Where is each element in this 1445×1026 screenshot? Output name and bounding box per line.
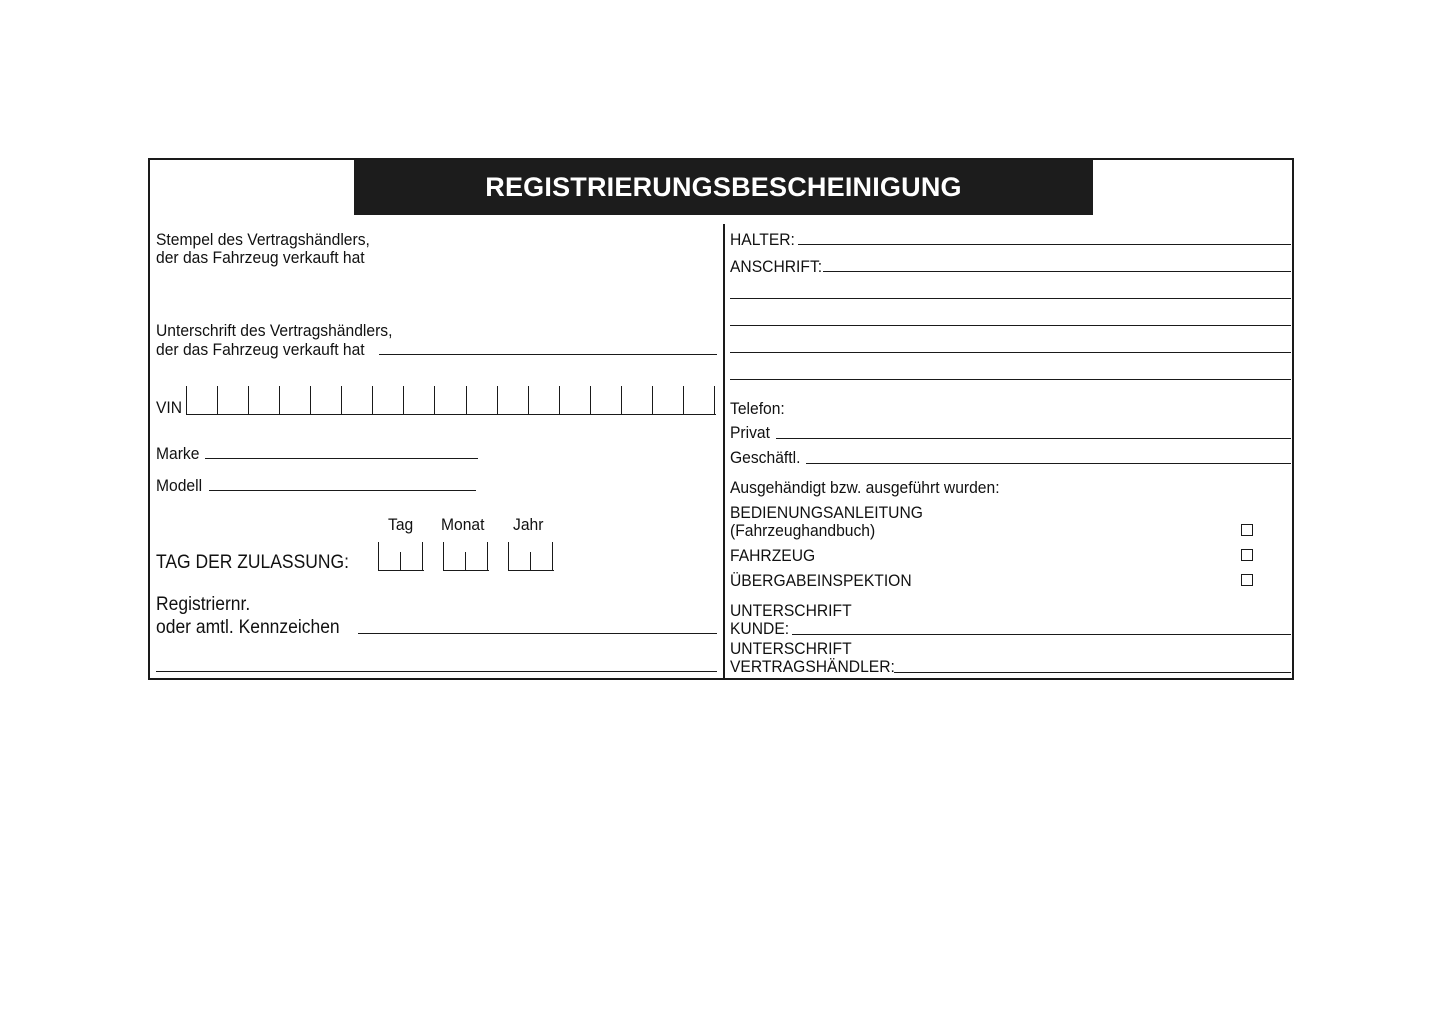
address-line-3[interactable] bbox=[730, 325, 1291, 326]
handover-inspection-label: ÜBERGABEINSPEKTION bbox=[730, 571, 912, 590]
vehicle-label: FAHRZEUG bbox=[730, 546, 816, 565]
vin-box-divider bbox=[497, 386, 498, 414]
customer-signature-label-line1: UNTERSCHRIFT bbox=[730, 601, 852, 620]
dealer-stamp-label-line2: der das Fahrzeug verkauft hat bbox=[156, 248, 365, 267]
model-label: Modell bbox=[156, 476, 203, 495]
address-label: ANSCHRIFT: bbox=[730, 257, 823, 276]
make-label: Marke bbox=[156, 444, 200, 463]
registration-number-label-line1: Registriernr. bbox=[156, 594, 251, 615]
customer-signature-field[interactable] bbox=[792, 634, 1291, 635]
owners-manual-label: BEDIENUNGSANLEITUNG bbox=[730, 503, 923, 522]
dealer-signature-label-line1: Unterschrift des Vertragshändlers, bbox=[156, 321, 393, 340]
dealer-stamp-label-line1: Stempel des Vertragshändlers, bbox=[156, 230, 370, 249]
dealer-signature-field[interactable] bbox=[379, 354, 717, 355]
vin-box-divider bbox=[683, 386, 684, 414]
private-phone-field[interactable] bbox=[776, 438, 1291, 439]
year-input-boxes[interactable] bbox=[508, 542, 554, 571]
registration-number-label-line2: oder amtl. Kennzeichen bbox=[156, 617, 340, 638]
vin-box-divider bbox=[372, 386, 373, 414]
phone-label: Telefon: bbox=[730, 399, 785, 418]
model-field[interactable] bbox=[209, 490, 476, 491]
vin-box-divider bbox=[528, 386, 529, 414]
year-header: Jahr bbox=[513, 515, 544, 534]
registration-number-field[interactable] bbox=[358, 633, 717, 634]
owner-field[interactable] bbox=[798, 244, 1291, 245]
vin-box-divider bbox=[434, 386, 435, 414]
vin-input-boxes[interactable] bbox=[186, 386, 716, 415]
vin-box-divider bbox=[186, 386, 187, 414]
registration-date-label: TAG DER ZULASSUNG: bbox=[156, 552, 349, 573]
form-title: REGISTRIERUNGSBESCHEINIGUNG bbox=[354, 160, 1093, 215]
handed-over-label: Ausgehändigt bzw. ausgeführt wurden: bbox=[730, 478, 1000, 497]
vin-box-divider bbox=[248, 386, 249, 414]
address-line-5[interactable] bbox=[730, 379, 1291, 380]
month-header: Monat bbox=[441, 515, 485, 534]
handover-inspection-checkbox[interactable] bbox=[1241, 574, 1253, 586]
customer-signature-label-line2: KUNDE: bbox=[730, 619, 790, 638]
vin-box-divider bbox=[559, 386, 560, 414]
dealer-signature-right-label-line2: VERTRAGSHÄNDLER: bbox=[730, 657, 895, 676]
dealer-signature-right-label-line1: UNTERSCHRIFT bbox=[730, 639, 852, 658]
registration-certificate-form bbox=[148, 158, 1294, 680]
address-line-4[interactable] bbox=[730, 352, 1291, 353]
vin-box-divider bbox=[279, 386, 280, 414]
business-phone-label: Geschäftl. bbox=[730, 448, 801, 467]
owners-manual-checkbox[interactable] bbox=[1241, 524, 1253, 536]
vin-box-divider bbox=[714, 386, 715, 414]
address-field[interactable] bbox=[823, 271, 1291, 272]
vin-box-divider bbox=[466, 386, 467, 414]
vin-box-divider bbox=[403, 386, 404, 414]
registration-number-extra-line[interactable] bbox=[156, 671, 717, 672]
vin-box-divider bbox=[310, 386, 311, 414]
vehicle-checkbox[interactable] bbox=[1241, 549, 1253, 561]
column-divider bbox=[723, 224, 725, 680]
vin-box-divider bbox=[217, 386, 218, 414]
dealer-signature-right-field[interactable] bbox=[894, 672, 1291, 673]
owners-manual-sublabel: (Fahrzeughandbuch) bbox=[730, 521, 876, 540]
private-phone-label: Privat bbox=[730, 423, 770, 442]
vin-box-divider bbox=[621, 386, 622, 414]
owner-label: HALTER: bbox=[730, 230, 795, 249]
business-phone-field[interactable] bbox=[806, 463, 1291, 464]
vin-box-divider bbox=[652, 386, 653, 414]
vin-box-divider bbox=[590, 386, 591, 414]
day-input-boxes[interactable] bbox=[378, 542, 424, 571]
make-field[interactable] bbox=[205, 458, 478, 459]
dealer-signature-label-line2: der das Fahrzeug verkauft hat bbox=[156, 340, 365, 359]
address-line-2[interactable] bbox=[730, 298, 1291, 299]
vin-box-divider bbox=[341, 386, 342, 414]
month-input-boxes[interactable] bbox=[443, 542, 489, 571]
day-header: Tag bbox=[388, 515, 414, 534]
vin-label: VIN bbox=[156, 398, 183, 417]
